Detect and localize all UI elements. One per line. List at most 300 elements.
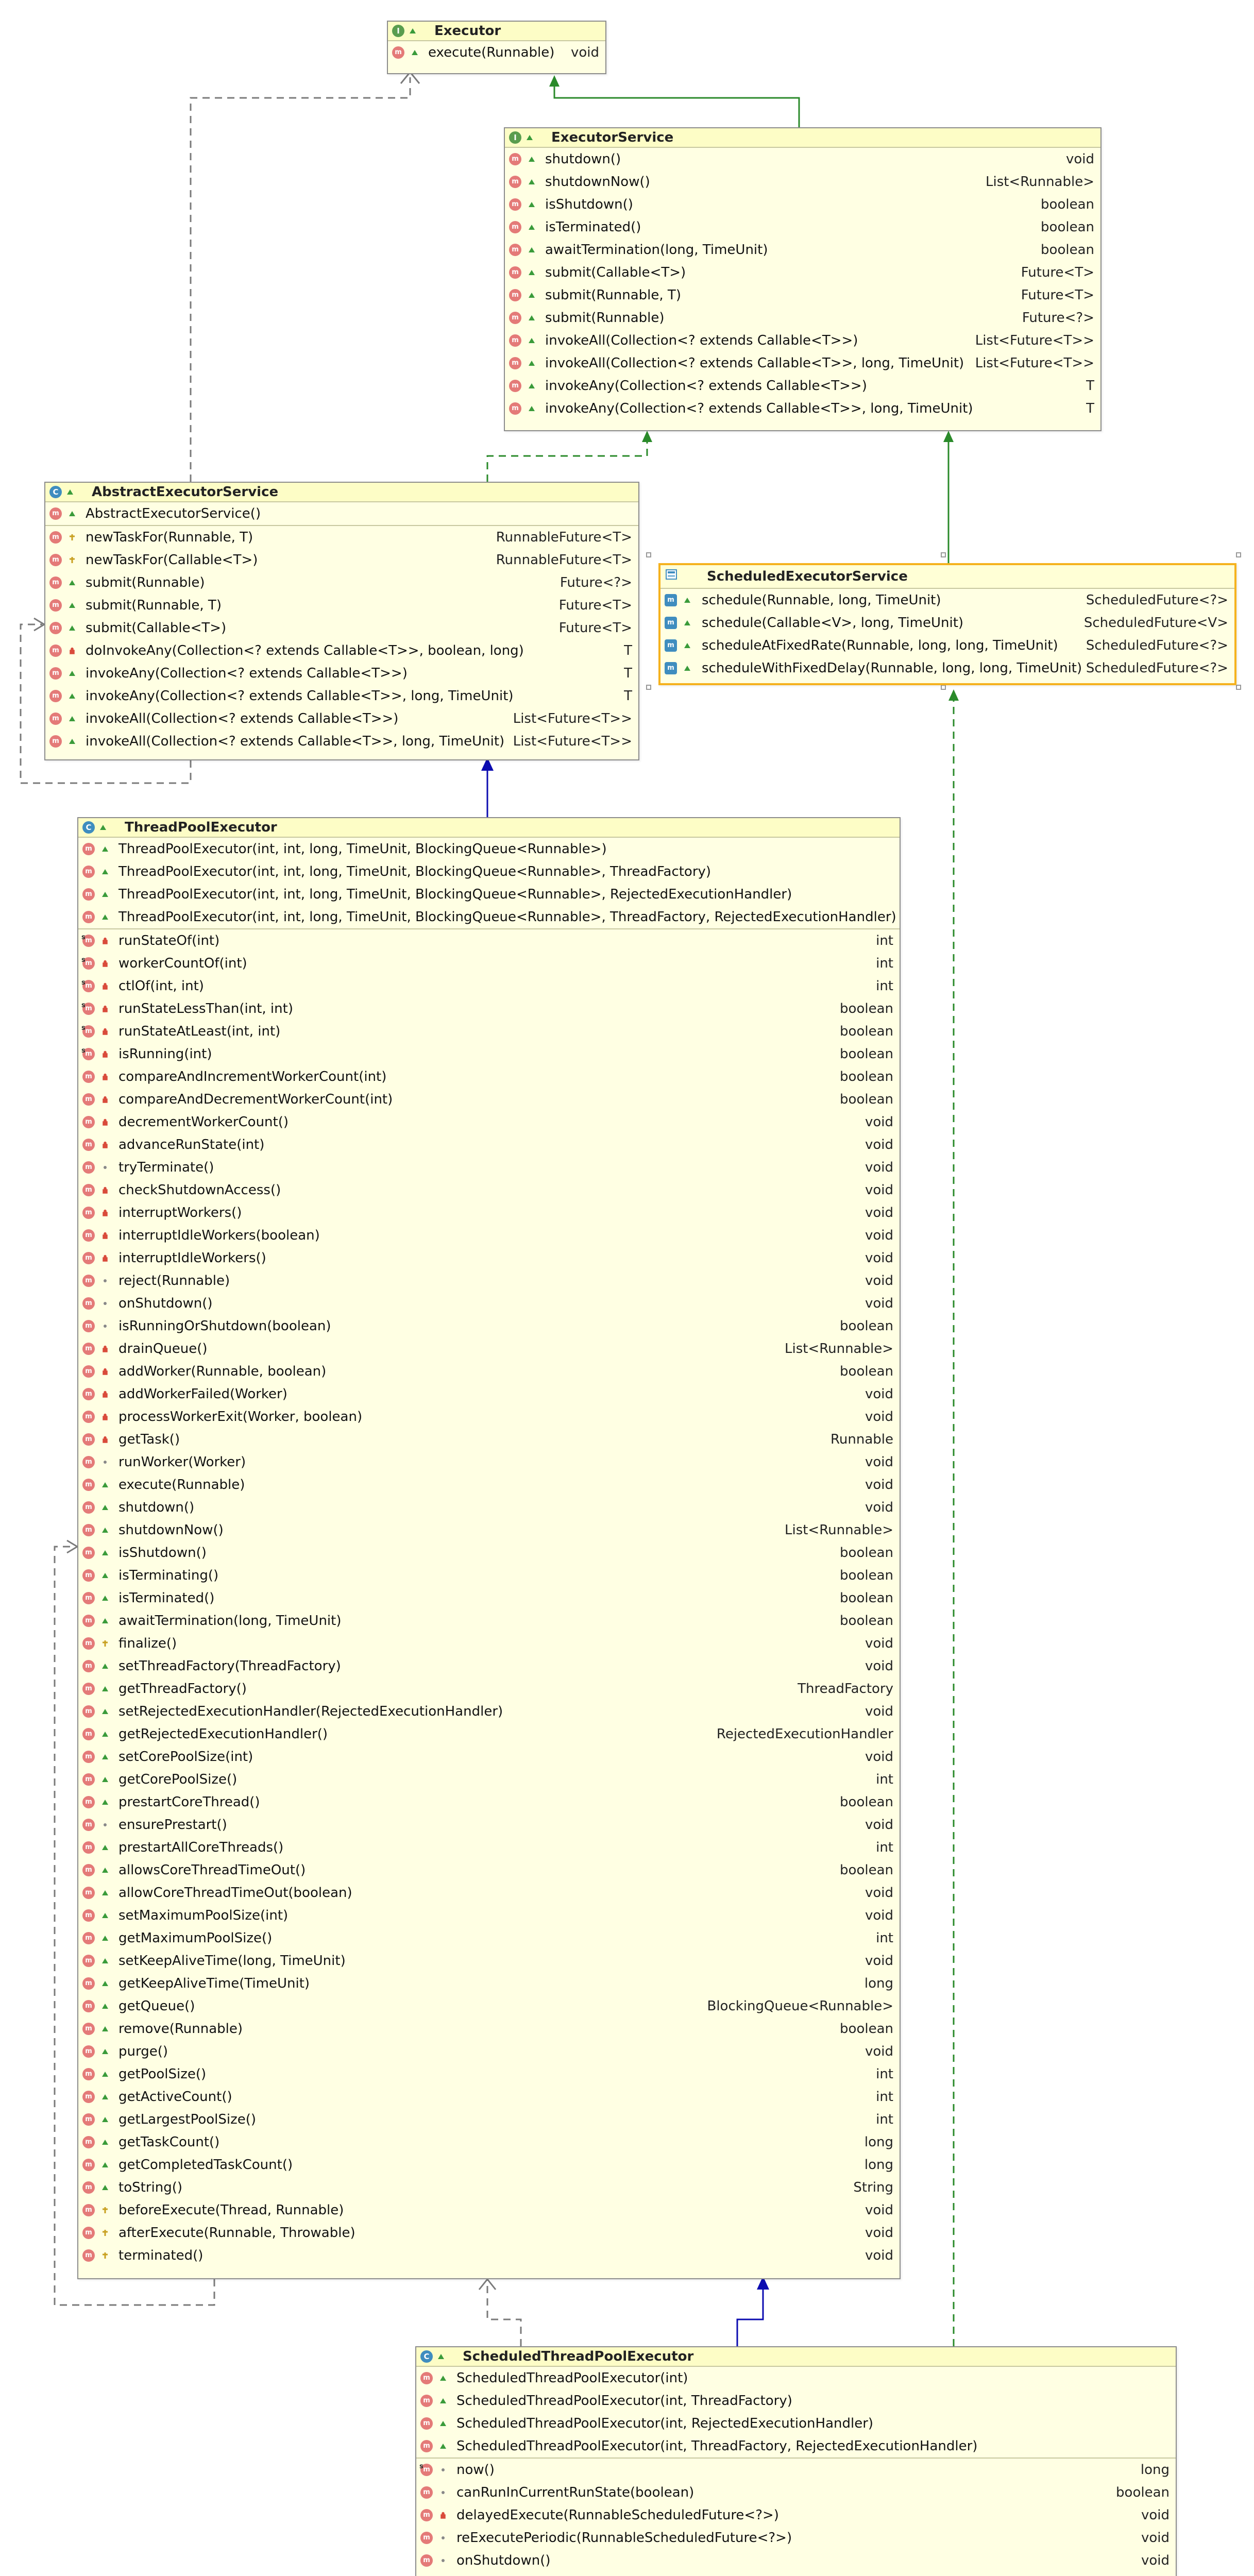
member-return-type: void: [865, 1182, 893, 1198]
member-return-type: boolean: [840, 1794, 893, 1810]
public-visibility-icon: [101, 1617, 109, 1625]
method-icon: m: [82, 1683, 95, 1695]
class-threadpoolexecutor-header[interactable]: [78, 818, 900, 838]
member-return-type: void: [865, 1885, 893, 1901]
public-visibility-icon: [528, 382, 536, 390]
method-row[interactable]: [505, 307, 1100, 329]
public-visibility-icon: [101, 1730, 109, 1738]
method-row[interactable]: [78, 1632, 900, 1655]
method-icon: m: [509, 380, 521, 392]
method-icon: m: [82, 1161, 95, 1174]
member-return-type: boolean: [840, 1590, 893, 1606]
method-icon: m: [82, 2249, 95, 2262]
method-icon: m: [82, 1071, 95, 1083]
member-signature: shutdown(): [118, 1500, 195, 1515]
method-icon: m: [82, 2091, 95, 2103]
member-signature: setRejectedExecutionHandler(RejectedExecutionHandler): [118, 1704, 503, 1719]
member-signature: runWorker(Worker): [118, 1454, 246, 1470]
class-executorservice-name: ExecutorService: [551, 130, 674, 145]
member-return-type: void: [865, 1228, 893, 1243]
method-row[interactable]: [78, 1995, 900, 2018]
method-list: [388, 41, 605, 64]
member-signature: getThreadFactory(): [118, 1681, 247, 1697]
member-return-type: List<Future<T>>: [513, 734, 632, 749]
member-signature: ThreadPoolExecutor(int, int, long, TimeUnit, BlockingQueue<Runnable>, ThreadFactory, RejectedExecutionHandler): [118, 909, 896, 925]
package-visibility-icon: [101, 1458, 109, 1466]
method-icon: m: [82, 1705, 95, 1718]
member-return-type: boolean: [840, 1024, 893, 1039]
member-signature: schedule(Callable<V>, long, TimeUnit): [702, 615, 964, 631]
constructor-row[interactable]: [78, 838, 900, 860]
member-signature: beforeExecute(Thread, Runnable): [118, 2202, 344, 2218]
member-signature: compareAndIncrementWorkerCount(int): [118, 1069, 387, 1084]
class-abstractexecutorservice[interactable]: [44, 482, 639, 760]
method-row[interactable]: [78, 1609, 900, 1632]
public-visibility-icon: [101, 1481, 109, 1489]
method-icon: m: [82, 1955, 95, 1967]
method-row[interactable]: [45, 549, 638, 571]
method-row[interactable]: [78, 1836, 900, 1859]
member-signature: prestartCoreThread(): [118, 1794, 260, 1810]
method-row[interactable]: [416, 2527, 1176, 2549]
private-lock-icon: [101, 1390, 109, 1398]
member-signature: invokeAll(Collection<? extends Callable<T>>): [545, 333, 858, 348]
method-icon: m: [82, 1841, 95, 1854]
interface-icon: [666, 569, 684, 580]
member-signature: awaitTermination(long, TimeUnit): [118, 1613, 342, 1629]
member-return-type: void: [865, 1908, 893, 1923]
method-icon: m: [82, 1909, 95, 1922]
public-visibility-icon: [528, 223, 536, 231]
member-return-type: void: [865, 1477, 893, 1493]
public-visibility-icon: [101, 1911, 109, 1920]
member-return-type: ThreadFactory: [798, 1681, 893, 1697]
member-return-type: RejectedExecutionHandler: [716, 1726, 893, 1742]
method-row[interactable]: [78, 1088, 900, 1111]
method-row[interactable]: [78, 1133, 900, 1156]
member-signature: AbstractExecutorService(): [86, 506, 261, 521]
constructor-row[interactable]: [416, 2367, 1176, 2389]
member-return-type: void: [865, 1386, 893, 1402]
method-row[interactable]: [78, 1360, 900, 1383]
method-icon: m: [49, 667, 62, 680]
method-row[interactable]: [45, 639, 638, 662]
public-visibility-icon: [101, 1549, 109, 1557]
method-icon: m: [49, 554, 62, 566]
member-signature: invokeAny(Collection<? extends Callable<T>>): [545, 378, 867, 394]
method-row[interactable]: [78, 2063, 900, 2086]
member-signature: drainQueue(): [118, 1341, 208, 1357]
method-icon: m: [509, 153, 521, 165]
member-return-type: boolean: [1041, 219, 1094, 235]
member-signature: setThreadFactory(ThreadFactory): [118, 1658, 341, 1674]
method-row[interactable]: [45, 730, 638, 753]
method-icon: m: [82, 1184, 95, 1196]
package-visibility-icon: [101, 1277, 109, 1285]
method-row[interactable]: [78, 997, 900, 1020]
method-icon: m: [82, 2045, 95, 2058]
method-icon: m: [82, 1592, 95, 1604]
method-row[interactable]: [505, 216, 1100, 239]
member-signature: ScheduledThreadPoolExecutor(int): [456, 2370, 688, 2386]
method-row[interactable]: [505, 284, 1100, 307]
method-row[interactable]: [78, 1564, 900, 1587]
public-visibility-icon: [68, 692, 76, 700]
constructor-row[interactable]: [416, 2435, 1176, 2458]
method-row[interactable]: [416, 2572, 1176, 2576]
method-icon: m: [82, 1297, 95, 1310]
member-return-type: int: [876, 2066, 893, 2082]
private-lock-icon: [101, 1209, 109, 1217]
method-icon: m: [665, 594, 677, 606]
member-return-type: Future<?>: [560, 575, 632, 590]
method-icon: m: [509, 244, 521, 256]
method-row[interactable]: [78, 1950, 900, 1972]
method-icon: m: [509, 357, 521, 369]
method-row[interactable]: [78, 1315, 900, 1337]
method-row[interactable]: [416, 2504, 1176, 2527]
member-return-type: ScheduledFuture<?>: [1086, 638, 1228, 653]
method-row[interactable]: [78, 2018, 900, 2040]
private-lock-icon: [101, 1254, 109, 1262]
member-signature: runStateLessThan(int, int): [118, 1001, 293, 1016]
method-row[interactable]: [78, 1247, 900, 1269]
member-return-type: void: [865, 1749, 893, 1765]
method-row[interactable]: [78, 1496, 900, 1519]
public-visibility-icon: [528, 155, 536, 163]
private-lock-icon: [101, 1413, 109, 1421]
class-scheduledexecutorservice[interactable]: [658, 563, 1236, 685]
public-visibility-icon: [101, 1707, 109, 1716]
member-signature: shutdownNow(): [545, 174, 650, 190]
public-visibility-icon: [101, 2183, 109, 2192]
method-row[interactable]: [45, 594, 638, 617]
member-signature: shutdownNow(): [118, 1522, 224, 1538]
public-visibility-icon: [439, 2419, 447, 2428]
member-return-type: List<Future<T>>: [975, 355, 1094, 371]
method-icon: m: [665, 639, 677, 652]
method-row[interactable]: [78, 2222, 900, 2244]
member-return-type: void: [1141, 2507, 1170, 2523]
constructor-list: [416, 2367, 1176, 2459]
public-visibility-icon: [528, 178, 536, 186]
member-return-type: RunnableFuture<T>: [496, 552, 632, 568]
method-row[interactable]: [78, 1065, 900, 1088]
member-return-type: void: [1141, 2553, 1170, 2568]
method-icon: m: [82, 1796, 95, 1808]
method-icon: m: [509, 221, 521, 233]
protected-visibility-icon: [101, 1639, 109, 1648]
method-row[interactable]: [78, 1473, 900, 1496]
member-signature: reject(Runnable): [118, 1273, 230, 1289]
method-row[interactable]: [78, 1745, 900, 1768]
member-return-type: RunnableFuture<T>: [496, 530, 632, 545]
public-visibility-icon: [101, 1889, 109, 1897]
method-row[interactable]: [505, 261, 1100, 284]
method-row[interactable]: [78, 1383, 900, 1405]
method-icon: m: [509, 176, 521, 188]
method-icon: m: [82, 843, 95, 855]
static-method-icon: m s: [82, 957, 95, 970]
method-icon: m: [82, 1501, 95, 1514]
method-row[interactable]: [45, 571, 638, 594]
class-executorservice-header[interactable]: [505, 128, 1100, 148]
member-return-type: String: [853, 2180, 893, 2195]
method-row[interactable]: [78, 1337, 900, 1360]
method-row[interactable]: [78, 2086, 900, 2108]
method-row[interactable]: [505, 239, 1100, 261]
method-icon: m: [82, 1456, 95, 1468]
private-lock-icon: [68, 647, 76, 655]
static-method-icon: m s: [420, 2464, 433, 2476]
private-lock-icon: [101, 1095, 109, 1104]
member-signature: getCorePoolSize(): [118, 1772, 238, 1787]
public-visibility-icon: [528, 200, 536, 209]
member-return-type: int: [876, 978, 893, 994]
private-lock-icon: [101, 1118, 109, 1126]
member-return-type: List<Runnable>: [784, 1341, 893, 1357]
member-signature: scheduleWithFixedDelay(Runnable, long, long, TimeUnit): [702, 660, 1082, 676]
method-row[interactable]: [78, 1111, 900, 1133]
public-visibility-icon: [68, 715, 76, 723]
method-row[interactable]: [45, 662, 638, 685]
method-icon: m: [509, 266, 521, 279]
class-executor-header[interactable]: [388, 22, 605, 41]
method-row[interactable]: [78, 975, 900, 997]
method-row[interactable]: [78, 1201, 900, 1224]
member-return-type: void: [865, 1636, 893, 1651]
public-visibility-icon: [439, 2442, 447, 2450]
public-visibility-icon: [409, 27, 417, 35]
method-row[interactable]: [505, 148, 1100, 171]
member-signature: onShutdown(): [118, 1296, 213, 1311]
public-visibility-icon: [528, 314, 536, 322]
method-list: [78, 929, 900, 2267]
method-row[interactable]: [505, 375, 1100, 397]
method-row[interactable]: [78, 2040, 900, 2063]
method-row[interactable]: [388, 41, 605, 64]
method-row[interactable]: [78, 1700, 900, 1723]
method-row[interactable]: [78, 952, 900, 975]
member-signature: invokeAny(Collection<? extends Callable<T>>, long, TimeUnit): [545, 401, 973, 416]
method-row[interactable]: [78, 1859, 900, 1882]
class-executor[interactable]: [387, 21, 606, 74]
method-icon: m: [665, 617, 677, 629]
method-icon: m: [82, 2000, 95, 2012]
member-return-type: int: [876, 2089, 893, 2105]
member-signature: submit(Runnable): [545, 310, 665, 326]
method-icon: m: [82, 1229, 95, 1242]
method-icon: m: [49, 735, 62, 748]
method-row[interactable]: [416, 2459, 1176, 2481]
method-row[interactable]: [505, 193, 1100, 216]
static-method-icon: m s: [82, 1048, 95, 1060]
method-icon: m: [509, 289, 521, 301]
interface-icon: I: [509, 131, 521, 144]
constructor-row[interactable]: [78, 860, 900, 883]
method-row[interactable]: [78, 1655, 900, 1677]
class-threadpoolexecutor[interactable]: [77, 817, 901, 2279]
method-list: [505, 148, 1100, 420]
method-row[interactable]: [78, 1451, 900, 1473]
method-icon: m: [82, 1252, 95, 1264]
member-return-type: boolean: [1041, 242, 1094, 258]
method-row[interactable]: [78, 1791, 900, 1814]
member-return-type: boolean: [840, 1862, 893, 1878]
method-row[interactable]: [45, 685, 638, 707]
method-row[interactable]: [660, 589, 1234, 612]
member-signature: submit(Runnable): [86, 575, 205, 590]
method-row[interactable]: [78, 1814, 900, 1836]
method-row[interactable]: [78, 1677, 900, 1700]
method-icon: m: [82, 888, 95, 901]
method-row[interactable]: [78, 1519, 900, 1541]
member-return-type: void: [865, 1953, 893, 1969]
public-visibility-icon: [101, 1798, 109, 1806]
member-return-type: void: [865, 1205, 893, 1221]
member-signature: getTask(): [118, 1432, 180, 1447]
method-row[interactable]: [45, 526, 638, 549]
member-return-type: int: [876, 933, 893, 948]
method-row[interactable]: [78, 1043, 900, 1065]
constructor-row[interactable]: [45, 502, 638, 525]
method-icon: m: [509, 312, 521, 324]
constructor-row[interactable]: [416, 2389, 1176, 2412]
member-signature: addWorker(Runnable, boolean): [118, 1364, 327, 1379]
public-visibility-icon: [68, 624, 76, 632]
interface-icon: I: [392, 25, 404, 37]
member-signature: interruptIdleWorkers(boolean): [118, 1228, 320, 1243]
method-row[interactable]: [45, 707, 638, 730]
method-icon: m: [49, 577, 62, 589]
method-row[interactable]: [78, 1768, 900, 1791]
method-row[interactable]: [78, 1405, 900, 1428]
method-row[interactable]: [78, 1972, 900, 1995]
method-icon: m: [82, 866, 95, 878]
class-scheduledexecutorservice-header[interactable]: [660, 565, 1234, 589]
method-icon: m: [82, 1207, 95, 1219]
method-row[interactable]: [660, 657, 1234, 680]
member-signature: scheduleAtFixedRate(Runnable, long, long, TimeUnit): [702, 638, 1058, 653]
member-signature: getMaximumPoolSize(): [118, 1930, 273, 1946]
method-icon: m: [82, 1728, 95, 1740]
method-row[interactable]: [78, 1723, 900, 1745]
method-row[interactable]: [78, 1020, 900, 1043]
member-return-type: boolean: [840, 1046, 893, 1062]
method-row[interactable]: [78, 2108, 900, 2131]
method-row[interactable]: [78, 1882, 900, 1904]
class-scheduledthreadpoolexecutor-header[interactable]: [416, 2347, 1176, 2367]
member-signature: isTerminated(): [118, 1590, 215, 1606]
class-executor-name: Executor: [434, 23, 501, 39]
member-return-type: void: [865, 1296, 893, 1311]
method-icon: m: [82, 1932, 95, 1944]
class-abstractexecutorservice-header[interactable]: [45, 483, 638, 502]
method-row[interactable]: [78, 2176, 900, 2199]
method-icon: m: [82, 1343, 95, 1355]
class-executorservice[interactable]: [504, 127, 1102, 431]
method-row[interactable]: [78, 1224, 900, 1247]
method-row[interactable]: [416, 2549, 1176, 2572]
member-return-type: void: [865, 2225, 893, 2241]
method-row[interactable]: [78, 1179, 900, 1201]
member-signature: processWorkerExit(Worker, boolean): [118, 1409, 363, 1425]
private-lock-icon: [101, 1050, 109, 1058]
member-return-type: boolean: [840, 1364, 893, 1379]
member-return-type: boolean: [840, 1545, 893, 1561]
member-return-type: void: [1065, 151, 1094, 167]
static-method-icon: m s: [82, 1003, 95, 1015]
constructor-row[interactable]: [78, 883, 900, 906]
method-row[interactable]: [660, 634, 1234, 657]
public-visibility-icon: [101, 1526, 109, 1534]
method-row[interactable]: [505, 352, 1100, 375]
member-return-type: void: [865, 1454, 893, 1470]
method-row[interactable]: [78, 2244, 900, 2267]
method-row[interactable]: [78, 2154, 900, 2176]
method-row[interactable]: [505, 397, 1100, 420]
member-signature: submit(Runnable, T): [86, 598, 222, 613]
public-visibility-icon: [99, 823, 107, 832]
member-return-type: void: [865, 1409, 893, 1425]
method-icon: m: [82, 1116, 95, 1128]
member-return-type: BlockingQueue<Runnable>: [707, 1998, 893, 2014]
private-lock-icon: [101, 1367, 109, 1376]
method-icon: m: [49, 531, 62, 544]
static-method-icon: m s: [82, 980, 95, 992]
public-visibility-icon: [683, 596, 691, 604]
method-row[interactable]: [78, 2199, 900, 2222]
method-icon: m: [82, 1479, 95, 1491]
method-row[interactable]: [78, 1156, 900, 1179]
protected-visibility-icon: [68, 556, 76, 564]
member-signature: getActiveCount(): [118, 2089, 232, 2105]
method-row[interactable]: [78, 1927, 900, 1950]
method-row[interactable]: [78, 929, 900, 952]
method-row[interactable]: [505, 329, 1100, 352]
member-signature: isTerminated(): [545, 219, 641, 235]
method-icon: m: [420, 2486, 433, 2499]
method-row[interactable]: [45, 617, 638, 639]
private-lock-icon: [439, 2511, 447, 2519]
method-row[interactable]: [78, 1587, 900, 1609]
method-row[interactable]: [416, 2481, 1176, 2504]
method-row[interactable]: [78, 2131, 900, 2154]
method-row[interactable]: [78, 1541, 900, 1564]
method-row[interactable]: [660, 612, 1234, 634]
method-row[interactable]: [78, 1904, 900, 1927]
member-return-type: void: [865, 1817, 893, 1833]
method-icon: m: [82, 2227, 95, 2239]
member-signature: interruptIdleWorkers(): [118, 1250, 266, 1266]
constructor-row[interactable]: [78, 906, 900, 928]
class-scheduledthreadpoolexecutor[interactable]: [415, 2346, 1177, 2576]
member-signature: isRunning(int): [118, 1046, 212, 1062]
member-return-type: void: [865, 2248, 893, 2263]
method-icon: m: [82, 2068, 95, 2080]
public-visibility-icon: [68, 579, 76, 587]
method-row[interactable]: [78, 1269, 900, 1292]
member-signature: getPoolSize(): [118, 2066, 207, 2082]
method-row[interactable]: [78, 1292, 900, 1315]
constructor-row[interactable]: [416, 2412, 1176, 2435]
public-visibility-icon: [528, 404, 536, 413]
public-visibility-icon: [68, 601, 76, 609]
method-row[interactable]: [505, 171, 1100, 193]
member-return-type: T: [1086, 378, 1094, 394]
method-row[interactable]: [78, 1428, 900, 1451]
method-icon: m: [82, 2136, 95, 2148]
